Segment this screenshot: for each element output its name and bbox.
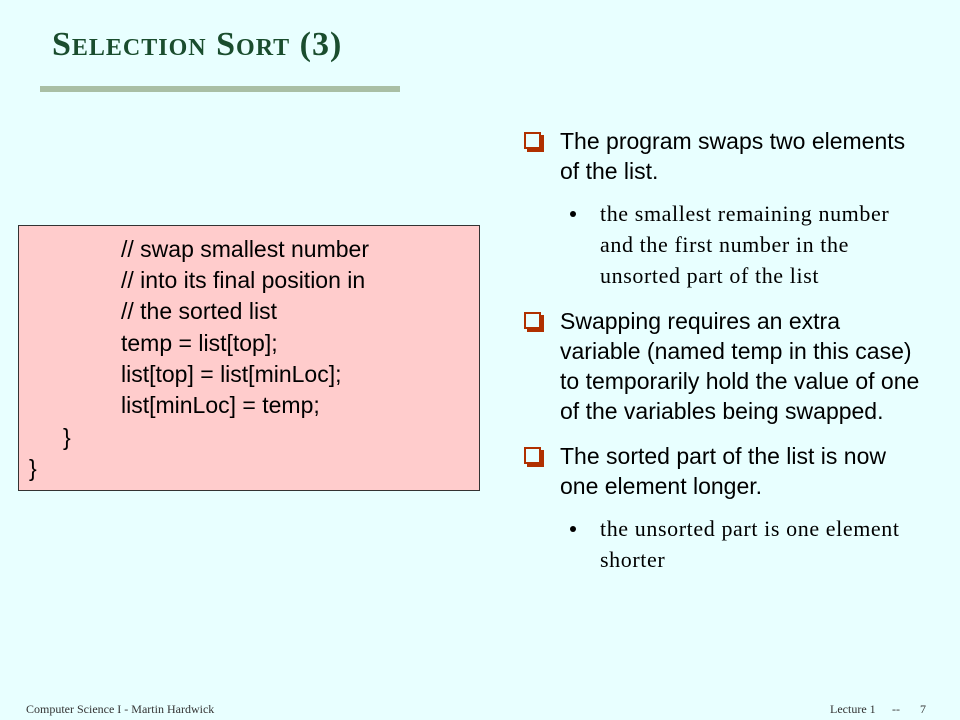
code-line: } bbox=[29, 455, 37, 481]
sub-bullet-item bbox=[522, 198, 922, 291]
code-line: list[minLoc] = temp; bbox=[121, 392, 320, 418]
sub-bullet-text: the unsorted part is one element shorter bbox=[600, 516, 900, 572]
dot-bullet-icon bbox=[570, 526, 576, 532]
sub-bullet-text: the smallest remaining number and the first number in the unsorted part of the list bbox=[600, 201, 890, 288]
code-line: // the sorted list bbox=[121, 298, 277, 324]
footer-separator: -- bbox=[892, 702, 900, 716]
slide-title: Selection Sort (3) bbox=[52, 26, 343, 63]
bullet-item bbox=[522, 306, 922, 426]
bullet-text: The program swaps two elements of the list. bbox=[560, 128, 906, 184]
code-line: // into its final position in bbox=[121, 267, 366, 293]
footer-course: Computer Science I - Martin Hardwick bbox=[26, 702, 215, 716]
sub-bullet-item bbox=[522, 513, 922, 575]
footer-page-number: 7 bbox=[920, 702, 926, 716]
checkbox-bullet-icon bbox=[524, 312, 541, 329]
code-line: list[top] = list[minLoc]; bbox=[121, 361, 342, 387]
dot-bullet-icon bbox=[570, 211, 576, 217]
bullet-text: Swapping requires an extra variable (named temp in this case) to temporarily hold the value of one of the variables being swapped. bbox=[560, 308, 920, 424]
footer-lecture: Lecture 1 bbox=[830, 702, 876, 716]
checkbox-bullet-icon bbox=[524, 132, 541, 149]
checkbox-bullet-icon bbox=[524, 447, 541, 464]
bullet-item bbox=[522, 441, 922, 501]
code-line: temp = list[top]; bbox=[121, 330, 278, 356]
code-line: } bbox=[63, 424, 71, 450]
code-block bbox=[18, 225, 480, 491]
title-underline bbox=[40, 86, 400, 92]
code-line: // swap smallest number bbox=[121, 236, 369, 262]
bullet-list bbox=[522, 126, 922, 575]
bullet-text: The sorted part of the list is now one element longer. bbox=[560, 443, 886, 499]
bullet-item bbox=[522, 126, 922, 186]
